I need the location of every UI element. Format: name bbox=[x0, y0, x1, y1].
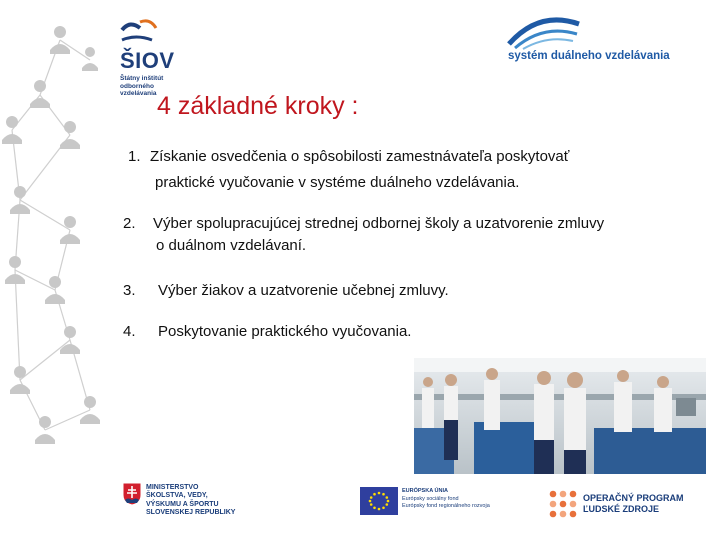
workshop-photo bbox=[414, 358, 706, 474]
operational-programme-dots-icon bbox=[548, 489, 578, 519]
step-number: 3. bbox=[123, 282, 136, 299]
eu-line: Európsky fond regionálneho rozvoja bbox=[402, 503, 490, 510]
step-number: 4. bbox=[123, 323, 136, 340]
ministry-line: SLOVENSKEJ REPUBLIKY bbox=[146, 509, 236, 517]
step-text-line: Získanie osvedčenia o spôsobilosti zamestnávateľa poskytovať bbox=[150, 148, 570, 165]
step-number: 2. bbox=[123, 215, 136, 232]
operational-programme-text bbox=[583, 493, 684, 515]
ministry-logo-text bbox=[146, 484, 235, 518]
step-text-line: o duálnom vzdelávaní. bbox=[156, 237, 307, 254]
eu-flag-icon bbox=[360, 487, 398, 515]
ministry-line: ŠKOLSTVA, VEDY, bbox=[146, 492, 208, 500]
step-text-line: praktické vyučovanie v systéme duálneho vzdelávania. bbox=[155, 174, 520, 191]
siov-logo-name: ŠIOV bbox=[120, 48, 175, 73]
step-text-line: Výber spolupracujúcej strednej odbornej školy a uzatvorenie zmluvy bbox=[153, 215, 605, 232]
siov-subtitle-line: Štátny inštitút bbox=[120, 75, 164, 82]
eu-line: EURÓPSKA ÚNIA bbox=[402, 488, 448, 494]
siov-logo bbox=[112, 18, 182, 98]
siov-subtitle-line: odborného bbox=[120, 82, 154, 90]
slide-title: 4 základné kroky : bbox=[157, 92, 359, 120]
op-line: ĽUDSKÉ ZDROJE bbox=[583, 504, 660, 514]
sdv-logo-text: systém duálneho vzdelávania bbox=[508, 50, 670, 62]
step-text-line: Poskytovanie praktického vyučovania. bbox=[158, 323, 412, 340]
eu-logo-text bbox=[402, 488, 490, 511]
siov-subtitle-line: vzdelávania bbox=[120, 90, 157, 97]
step-number: 1. bbox=[128, 148, 141, 165]
slovak-coat-of-arms-icon bbox=[122, 482, 142, 506]
ministry-line: MINISTERSTVO bbox=[146, 484, 199, 491]
ministry-line: VÝSKUMU A ŠPORTU bbox=[146, 500, 219, 508]
op-line: OPERAČNÝ PROGRAM bbox=[583, 493, 684, 503]
sdv-wave-icon bbox=[505, 14, 585, 50]
siov-logo-mark-icon bbox=[120, 18, 160, 46]
eu-line: Európsky sociálny fond bbox=[402, 495, 459, 502]
step-text-line: Výber žiakov a uzatvorenie učebnej zmluvy. bbox=[158, 282, 449, 299]
sdv-logo bbox=[505, 14, 695, 74]
